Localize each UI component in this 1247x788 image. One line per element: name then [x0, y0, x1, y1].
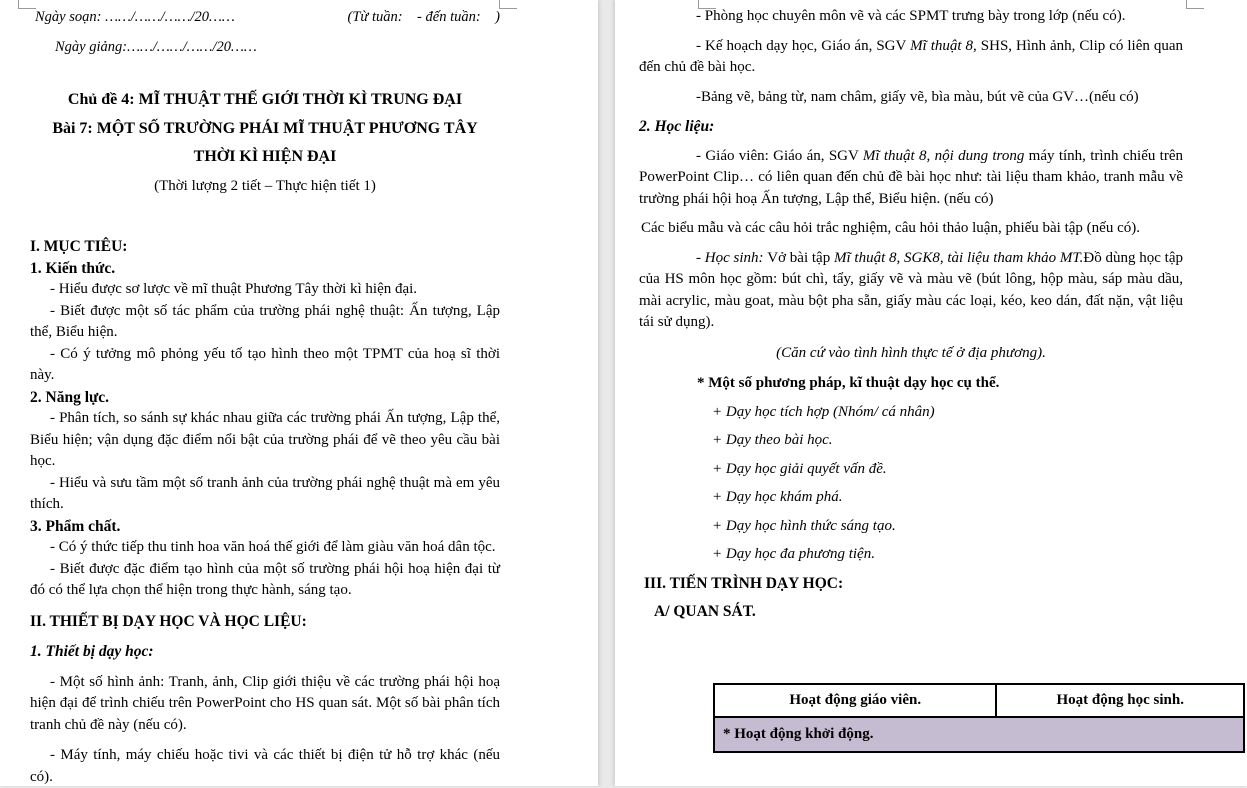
paragraph: - Một số hình ảnh: Tranh, ảnh, Clip giới thiệu về các trường phái hội hoạ hiện đại để trình chiếu trên PowerPoint cho HS quan sát. Một số bài phân tích tranh chủ đề này (nếu có). — [30, 673, 500, 733]
text-run-italic: Mĩ thuật 8, SGK8, tài liệu tham khảo MT. — [833, 249, 1084, 266]
method-item: + Dạy theo bài học. — [712, 432, 833, 448]
paragraph: - Có ý tưởng mô phỏng yếu tố tạo hình theo một TPMT của hoạ sĩ thời này. — [30, 345, 500, 383]
section-tien-trinh: III. TIẾN TRÌNH DẠY HỌC: — [644, 574, 844, 592]
lesson-title: Bài 7: MỘT SỐ TRƯỜNG PHÁI MĨ THUẬT PHƯƠNG TÂY — [52, 119, 478, 137]
method-item: + Dạy học đa phương tiện. — [712, 546, 875, 562]
tu-tuan-line: (Từ tuần: - đến tuần: ) — [347, 9, 500, 25]
subsection-kien-thuc: 1. Kiến thức. — [30, 259, 116, 277]
paragraph: - Máy tính, máy chiếu hoặc tivi và các thiết bị điện tử hỗ trợ khác (nếu có). — [30, 747, 500, 785]
subsection-pham-chat: 3. Phẩm chất. — [30, 517, 121, 535]
page-1 — [0, 0, 598, 786]
topic-title: Chủ đề 4: MĨ THUẬT THẾ GIỚI THỜI KÌ TRUNG ĐẠI — [67, 91, 463, 108]
paragraph: -Bảng vẽ, bảng từ, nam châm, giấy vẽ, bìa màu, bút vẽ của GV…(nếu có) — [696, 88, 1139, 105]
ngay-giang-line: Ngày giảng:……/……/……/20…… — [55, 39, 257, 55]
text-run: - Giáo viên: Giáo án, SGV — [696, 147, 863, 164]
method-item: + Dạy học hình thức sáng tạo. — [712, 517, 896, 534]
paragraph — [639, 36, 1183, 79]
text-boundary-mark — [499, 0, 517, 9]
local-condition-note: (Căn cứ vào tình hình thực tế ở địa phương). — [776, 344, 1046, 361]
text-run-italic: Mĩ thuật 8, nội dung trong — [862, 147, 1029, 164]
lesson-title-block — [30, 86, 500, 200]
lesson-title-2: THỜI KÌ HIỆN ĐẠI — [193, 148, 337, 165]
text-run: Vở bài tập — [767, 249, 834, 266]
subsection-nang-luc: 2. Năng lực. — [30, 388, 110, 406]
section-thiet-bi: II. THIẾT BỊ DẠY HỌC VÀ HỌC LIỆU: — [30, 612, 307, 630]
section-muc-tieu: I. MỤC TIÊU: — [30, 238, 128, 255]
paragraph: - Hiểu được sơ lược về mĩ thuật Phương Tây thời kì hiện đại. — [50, 281, 418, 297]
paragraph: Các biểu mẫu và các câu hỏi trắc nghiệm, câu hỏi thảo luận, phiếu bài tập (nếu có). — [641, 220, 1140, 236]
paragraph: - Biết được một số tác phẩm của trường phái nghệ thuật: Ấn tượng, Lập thể, Biểu hiện. — [30, 302, 500, 340]
text-boundary-mark — [698, 0, 716, 9]
page-2-content — [639, 0, 1183, 623]
date-header-row — [30, 8, 500, 26]
subsection-hoc-lieu: 2. Học liệu: — [639, 118, 715, 135]
text-boundary-mark — [18, 0, 36, 9]
paragraph: - Có ý thức tiếp thu tinh hoa văn hoá thế giới để làm giàu văn hoá dân tộc. — [50, 539, 496, 555]
paragraph — [639, 146, 1183, 211]
lesson-duration: (Thời lượng 2 tiết – Thực hiện tiết 1) — [154, 177, 376, 194]
text-run-italic: Mĩ thuật 8, — [910, 37, 977, 54]
paragraph: - Phòng học chuyên môn vẽ và các SPMT trưng bày trong lớp (nếu có). — [696, 8, 1126, 24]
text-run: Đồ dùng học tập của HS môn học gồm: bút chì, tẩy, giấy vẽ và màu vẽ (bút lông, hộp màu, sáp màu dầu, mài acrylic, màu goat, màu bột pha sẵn, giấy màu các loại, kéo, keo dán, đất nặn, vật liệu tái sử dụng). — [639, 249, 1183, 330]
activity-table — [713, 683, 1245, 753]
subsection-thiet-bi-day-hoc: 1. Thiết bị dạy học: — [30, 643, 154, 660]
page-1-content — [30, 0, 500, 788]
teacher-activity-header: Hoạt động giáo viên. — [715, 685, 997, 716]
method-item: + Dạy học giải quyết vấn đề. — [712, 460, 887, 477]
page-2 — [615, 0, 1247, 786]
paragraph: - Hiểu và sưu tầm một số tranh ảnh của trường phái nghệ thuật mà em yêu thích. — [30, 474, 500, 512]
text-boundary-mark — [1186, 0, 1204, 9]
ngay-soan-line: Ngày soạn: ……/……/……/20…… — [35, 9, 235, 25]
text-run: - Kế hoạch dạy học, Giáo án, SGV — [696, 37, 911, 54]
method-item: + Dạy học tích hợp (Nhóm/ cá nhân) — [712, 403, 935, 420]
paragraph: - Biết được đặc điểm tạo hình của một số trường phái hội hoạ hiện đại từ đó có thể lựa chọn thể hiện trong thực hành, sáng tạo. — [30, 560, 500, 598]
method-item: + Dạy học khám phá. — [712, 489, 843, 505]
text-run: SHS, Hình ảnh, Clip có liên quan đến chủ đề bài học. — [639, 37, 1184, 75]
student-activity-header: Hoạt động học sinh. — [1056, 692, 1184, 708]
paragraph: - Phân tích, so sánh sự khác nhau giữa các trường phái Ấn tượng, Lập thể, Biểu hiện; vận dụng đặc điểm nổi bật của trường phái để vẽ theo yêu cầu bài học. — [30, 410, 500, 469]
methods-heading: * Một số phương pháp, kĩ thuật dạy học cụ thể. — [697, 375, 1000, 391]
text-run: máy tính, trình chiếu trên PowerPoint Clip… có liên quan đến chủ đề bài học như: tài liệu tham khảo, tranh mẫu về trường phái hội hoạ Ấn tượng, Lập thể, Biểu hiện. (nếu có) — [639, 147, 1183, 207]
text-run-italic: - Học sinh: — [696, 249, 768, 266]
subsection-quan-sat: A/ QUAN SÁT. — [654, 603, 756, 620]
warmup-activity-row: * Hoạt động khởi động. — [715, 718, 1243, 751]
activity-table-header-row — [715, 685, 1243, 718]
paragraph — [639, 248, 1183, 334]
